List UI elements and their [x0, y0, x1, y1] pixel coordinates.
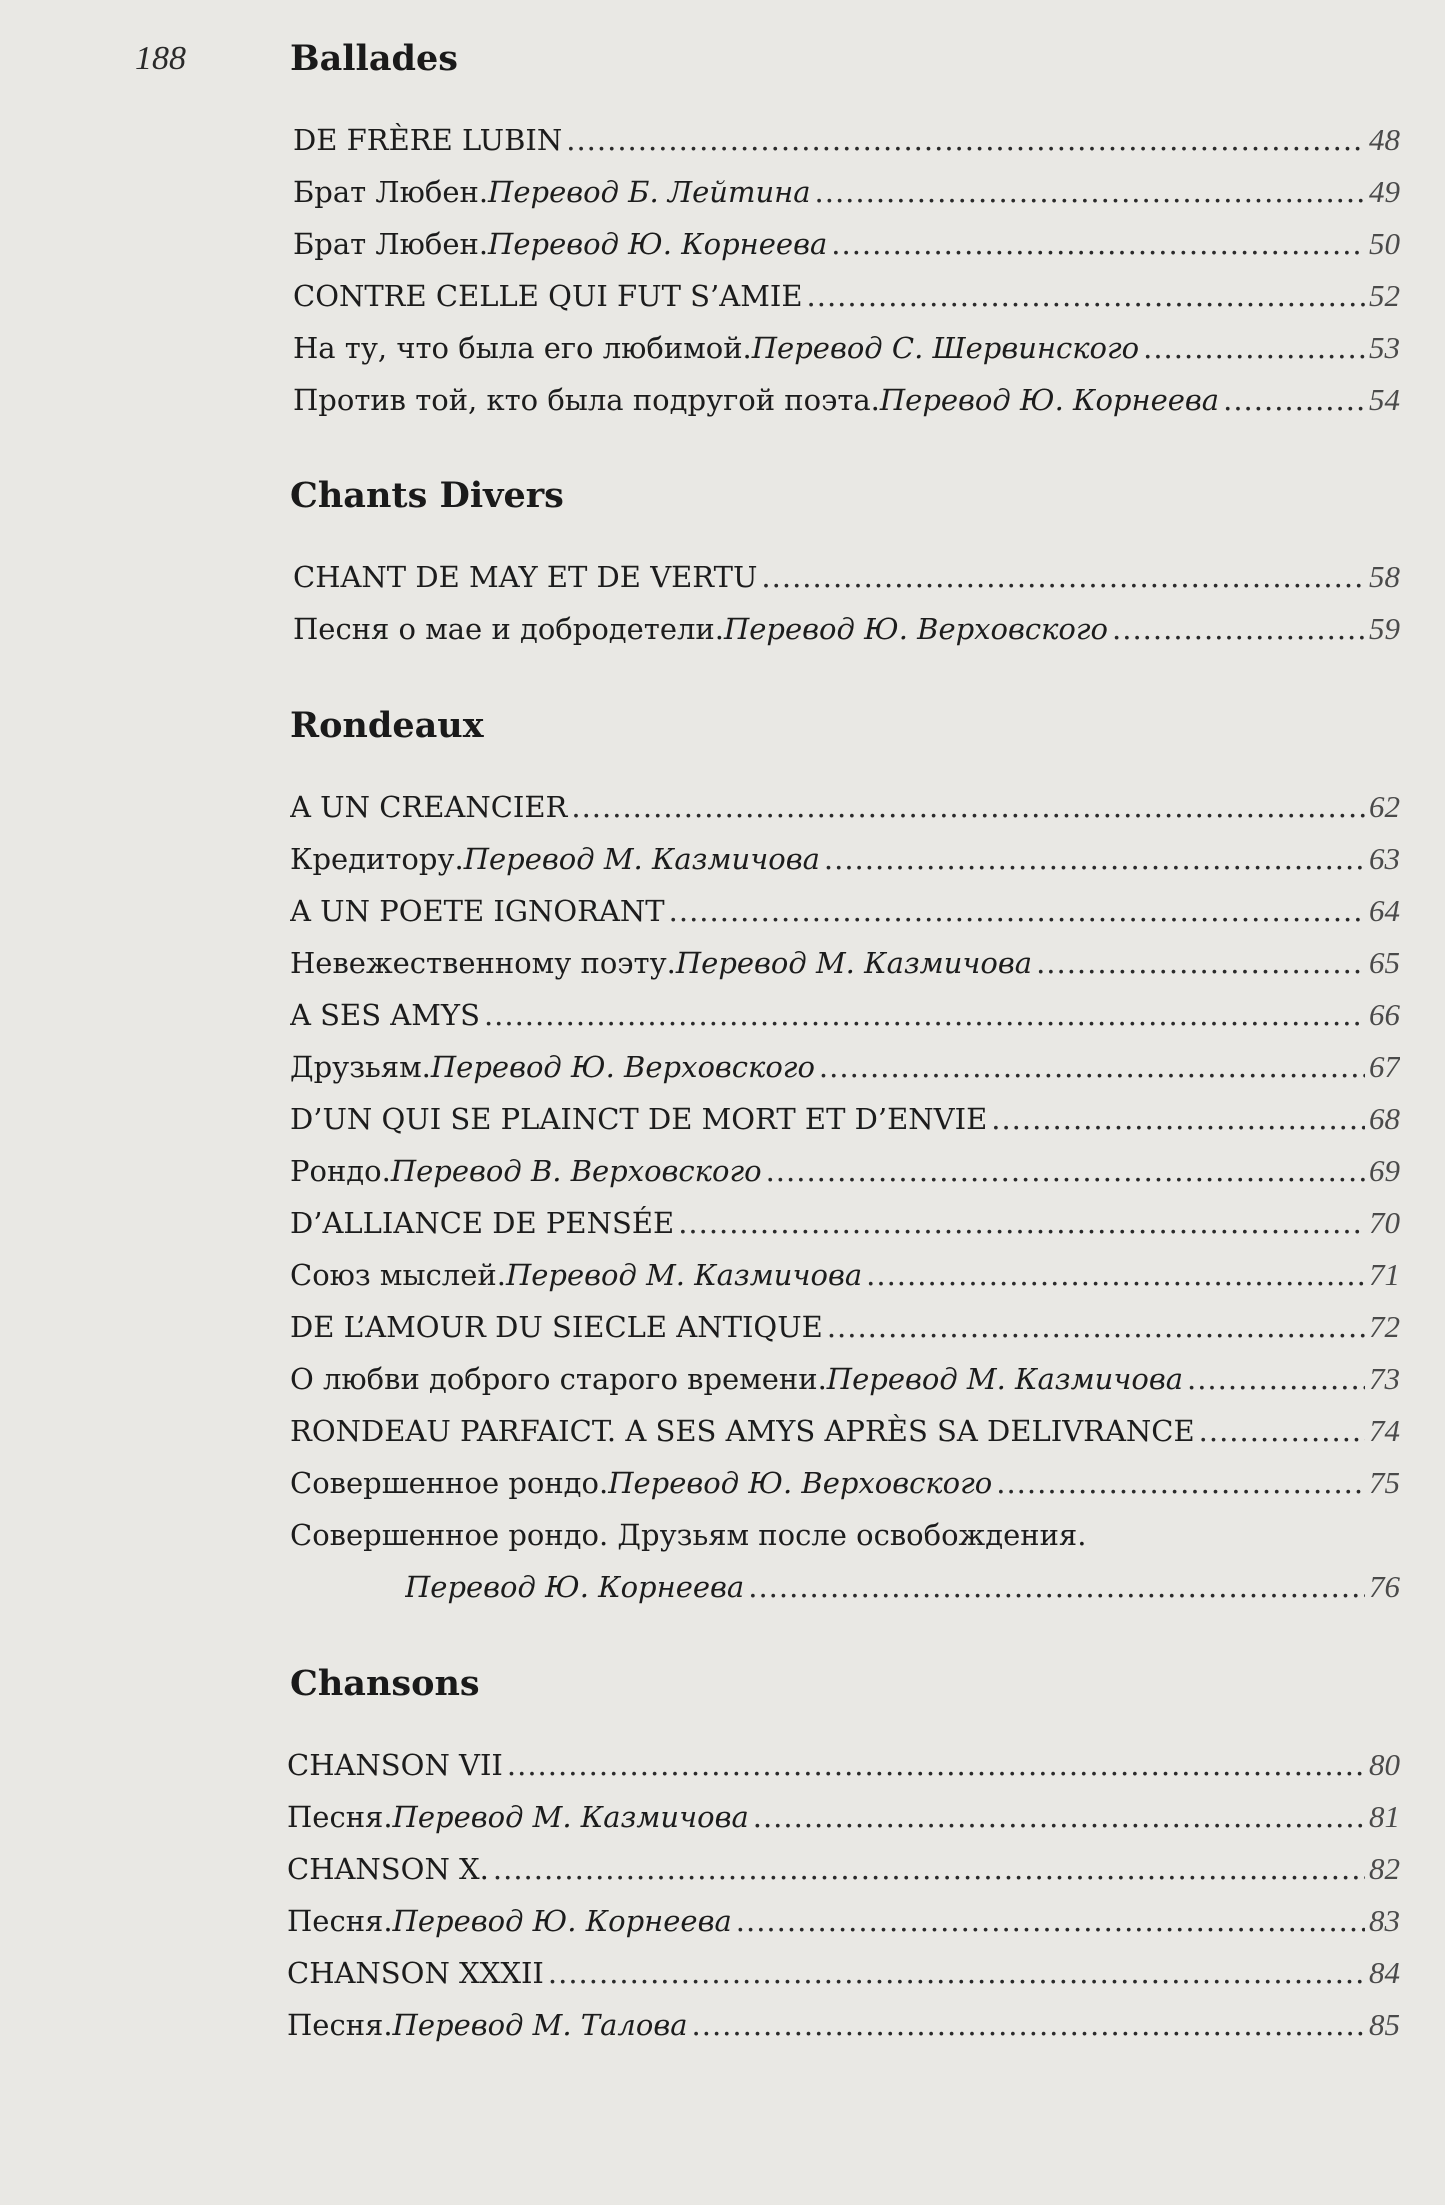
dot-leader	[831, 222, 1365, 266]
entry-page: 85	[1369, 2007, 1400, 2042]
toc-entry	[0, 1045, 1445, 1089]
dot-leader	[766, 1149, 1365, 1193]
entry-title: Брат Любен.	[293, 175, 489, 209]
entry-title: Песня.	[287, 1904, 393, 1938]
entry-translator: Перевод М. Казмичова	[675, 946, 1033, 980]
entry-page: 50	[1369, 226, 1400, 261]
entry-title: D’ALLIANCE DE PENSÉE	[290, 1206, 675, 1240]
toc-entry	[0, 1951, 1445, 1995]
toc-entry	[0, 1149, 1445, 1193]
entry-title: Против той, кто была подругой поэта.	[293, 383, 880, 417]
entry-translator: Перевод М. Казмичова	[826, 1362, 1183, 1396]
entry-title: D’UN QUI SE PLAINCT DE MORT ET D’ENVIE	[290, 1102, 988, 1136]
entry-title: A UN CREANCIER	[290, 790, 568, 824]
toc-entry	[0, 1461, 1445, 1505]
entry-page: 76	[1369, 1569, 1400, 1604]
dot-leader	[1187, 1357, 1365, 1401]
dot-leader	[493, 1847, 1365, 1891]
entry-page: 68	[1369, 1101, 1400, 1136]
entry-title: Друзьям.	[290, 1050, 431, 1084]
entry-translator: Перевод Ю. Корнеева	[392, 1904, 732, 1938]
toc-entry	[0, 274, 1445, 318]
entry-title: RONDEAU PARFAICT. A SES AMYS APRÈS SA DELIVRANCE	[290, 1414, 1195, 1448]
entry-translator: Перевод М. Талова	[392, 2008, 688, 2042]
entry-page: 64	[1369, 893, 1400, 928]
entry-page: 69	[1369, 1153, 1400, 1188]
entry-page: 65	[1369, 945, 1400, 980]
toc-entry	[0, 1899, 1445, 1943]
entry-translator: Перевод Ю. Корнеева	[879, 383, 1220, 417]
dot-leader	[678, 1201, 1365, 1245]
dot-leader	[1143, 326, 1365, 370]
toc-entry	[0, 993, 1445, 1037]
entry-translator: Перевод Ю. Верховского	[430, 1050, 815, 1084]
entry-page: 48	[1369, 122, 1400, 157]
entry-page: 72	[1369, 1309, 1400, 1344]
dot-leader	[991, 1097, 1365, 1141]
entry-page: 66	[1369, 997, 1400, 1032]
entry-page: 53	[1369, 330, 1400, 365]
dot-leader	[571, 785, 1365, 829]
entry-title: Совершенное рондо. Друзьям после освобождения.	[290, 1518, 1087, 1552]
toc-entry	[0, 1357, 1445, 1401]
entry-translator: Перевод Ю. Верховского	[608, 1466, 993, 1500]
dot-leader	[669, 889, 1365, 933]
entry-page: 54	[1369, 382, 1400, 417]
toc-entry	[0, 326, 1445, 370]
toc-entry	[0, 1409, 1445, 1453]
entry-title: Совершенное рондо.	[290, 1466, 609, 1500]
entry-title: CHANSON XXXII	[287, 1956, 544, 1990]
entry-translator: Перевод Ю. Корнеева	[405, 1570, 745, 1604]
dot-leader	[761, 555, 1365, 599]
toc-entry	[0, 222, 1445, 266]
dot-leader	[748, 1565, 1365, 1609]
entry-title: Брат Любен.	[293, 227, 489, 261]
toc-entry	[0, 555, 1445, 599]
dot-leader	[548, 1951, 1365, 1995]
entry-title: Рондо.	[290, 1154, 391, 1188]
dot-leader	[819, 1045, 1365, 1089]
entry-page: 62	[1369, 789, 1400, 824]
dot-leader	[692, 2003, 1365, 2047]
entry-title: CONTRE CELLE QUI FUT S’AMIE	[293, 279, 803, 313]
toc-entry	[0, 1201, 1445, 1245]
entry-page: 74	[1369, 1413, 1400, 1448]
entry-translator: Перевод Ю. Верховского	[723, 612, 1109, 646]
entry-page: 58	[1369, 559, 1400, 594]
entry-page: 71	[1369, 1257, 1400, 1292]
entry-translator: Перевод Ю. Корнеева	[488, 227, 828, 261]
entry-page: 81	[1369, 1799, 1400, 1834]
dot-leader	[866, 1253, 1365, 1297]
toc-entry-wrapped	[0, 1513, 1445, 1609]
entry-translator: Перевод С. Шервинского	[751, 331, 1140, 365]
toc-entry	[0, 2003, 1445, 2047]
entry-page: 49	[1369, 174, 1400, 209]
entry-title: Песня о мае и добродетели.	[293, 612, 724, 646]
entry-title: Невежественному поэту.	[290, 946, 676, 980]
dot-leader	[1036, 941, 1365, 985]
toc-entry	[0, 1743, 1445, 1787]
entry-page: 67	[1369, 1049, 1400, 1084]
entry-translator: Перевод М. Казмичова	[392, 1800, 749, 1834]
entry-title: CHANT DE MAY ET DE VERTU	[293, 560, 758, 594]
toc-entry	[0, 889, 1445, 933]
section-title: Rondeaux	[290, 705, 484, 746]
dot-leader	[1199, 1409, 1365, 1453]
entry-page: 83	[1369, 1903, 1400, 1938]
dot-leader	[1223, 378, 1365, 422]
section-title: Chansons	[290, 1663, 480, 1704]
entry-page: 52	[1369, 278, 1400, 313]
toc-entry	[0, 941, 1445, 985]
dot-leader	[507, 1743, 1365, 1787]
entry-page: 70	[1369, 1205, 1400, 1240]
toc-entry	[0, 378, 1445, 422]
toc-entry	[0, 1847, 1445, 1891]
entry-page: 84	[1369, 1955, 1400, 1990]
entry-title: CHANSON X.	[287, 1852, 489, 1886]
entry-page: 59	[1369, 611, 1400, 646]
entry-title: Кредитору.	[290, 842, 464, 876]
dot-leader	[736, 1899, 1365, 1943]
toc-entry	[0, 607, 1445, 651]
dot-leader	[753, 1795, 1365, 1839]
entry-title: CHANSON VII	[287, 1748, 503, 1782]
entry-title: На ту, что была его любимой.	[293, 331, 752, 365]
entry-title: A SES AMYS	[290, 998, 480, 1032]
dot-leader	[807, 274, 1365, 318]
entry-translator: Перевод М. Казмичова	[505, 1258, 863, 1292]
dot-leader	[996, 1461, 1365, 1505]
entry-page: 73	[1369, 1361, 1400, 1396]
entry-title: A UN POETE IGNORANT	[290, 894, 665, 928]
toc-entry	[0, 1097, 1445, 1141]
dot-leader	[824, 837, 1365, 881]
entry-title: Песня.	[287, 1800, 393, 1834]
entry-page: 80	[1369, 1747, 1400, 1782]
toc-entry	[0, 1253, 1445, 1297]
entry-page: 82	[1369, 1851, 1400, 1886]
entry-title: О любви доброго старого времени.	[290, 1362, 827, 1396]
toc-entry	[0, 837, 1445, 881]
toc-entry	[0, 170, 1445, 214]
entry-title: DE FRÈRE LUBIN	[293, 123, 563, 157]
section-title: Chants Divers	[290, 475, 564, 516]
dot-leader	[815, 170, 1365, 214]
dot-leader	[1112, 607, 1365, 651]
entry-translator: Перевод В. Верховского	[390, 1154, 762, 1188]
toc-entry	[0, 118, 1445, 162]
entry-page: 75	[1369, 1465, 1400, 1500]
toc-entry	[0, 785, 1445, 829]
entry-title: Песня.	[287, 2008, 393, 2042]
entry-title: Союз мыслей.	[290, 1258, 506, 1292]
entry-page: 63	[1369, 841, 1400, 876]
toc-entry	[0, 1795, 1445, 1839]
dot-leader	[484, 993, 1365, 1037]
dot-leader	[827, 1305, 1365, 1349]
entry-translator: Перевод Б. Лейтина	[488, 175, 811, 209]
entry-title: DE L’AMOUR DU SIECLE ANTIQUE	[290, 1310, 823, 1344]
toc-entry	[0, 1305, 1445, 1349]
entry-translator: Перевод М. Казмичова	[463, 842, 820, 876]
page-number: 188	[135, 40, 186, 77]
section-title: Ballades	[290, 38, 458, 79]
dot-leader	[566, 118, 1365, 162]
